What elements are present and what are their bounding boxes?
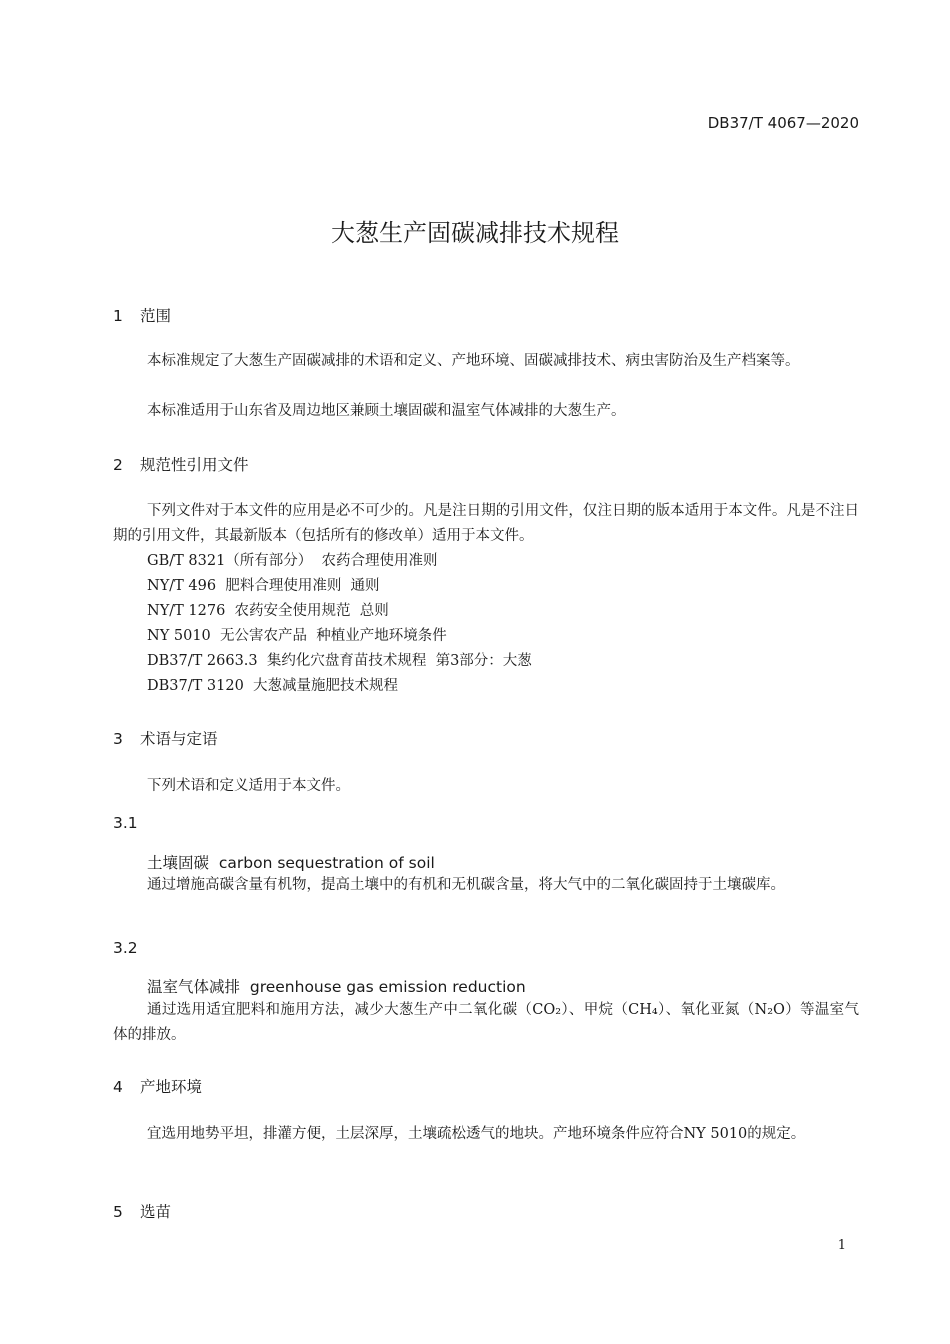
section-2-heading (113, 453, 249, 475)
term-title: 土壤固碳 carbon sequestration of soil (147, 854, 435, 872)
term-number: 3.1 (113, 814, 138, 832)
page-number: 1 (837, 1238, 846, 1253)
reference-item: DB37/T 2663.3 集约化穴盘育苗技术规程 第3部分：大葱 (147, 653, 532, 669)
reference-item: GB/T 8321（所有部分） 农药合理使用准则 (147, 553, 438, 569)
section-number: 1 (113, 307, 123, 325)
term-definition: 通过增施高碳含量有机物，提高土壤中的有机和无机碳含量，将大气中的二氧化碳固持于土壤碳库。 (147, 877, 785, 893)
section-4-paragraph: 宜选用地势平坦，排灌方便，土层深厚，土壤疏松透气的地块。产地环境条件应符合NY 5010的规定。 (147, 1126, 806, 1142)
section-title: 规范性引用文件 (140, 456, 249, 474)
section-3-heading (113, 727, 218, 749)
reference-item: NY/T 1276 农药安全使用规范 总则 (147, 603, 389, 619)
section-number: 2 (113, 456, 123, 474)
section-4-heading (113, 1075, 202, 1097)
section-title: 产地环境 (140, 1078, 203, 1096)
term-definition: 通过选用适宜肥料和施用方法，减少大葱生产中二氧化碳（CO₂）、甲烷（CH₄）、氧化亚氮（N₂O）等温室气体的排放。 (113, 1002, 859, 1043)
section-number: 5 (113, 1203, 123, 1221)
term-title: 温室气体减排 greenhouse gas emission reduction (147, 978, 526, 996)
reference-item: NY 5010 无公害农产品 种植业产地环境条件 (147, 628, 447, 644)
reference-item: NY/T 496 肥料合理使用准则 通则 (147, 578, 380, 594)
section-1-heading (113, 304, 171, 326)
section-number: 4 (113, 1078, 123, 1096)
section-3-intro: 下列术语和定义适用于本文件。 (147, 778, 350, 794)
term-number: 3.2 (113, 939, 138, 957)
reference-item: DB37/T 3120 大葱减量施肥技术规程 (147, 678, 399, 694)
section-number: 3 (113, 730, 123, 748)
section-2-intro: 下列文件对于本文件的应用是必不可少的。凡是注日期的引用文件，仅注日期的版本适用于本文件。凡是不注日期的引用文件，其最新版本（包括所有的修改单）适用于本文件。 (113, 503, 859, 544)
standard-code: DB37/T 4067—2020 (707, 114, 859, 132)
section-1-paragraph-1: 本标准规定了大葱生产固碳减排的术语和定义、产地环境、固碳减排技术、病虫害防治及生产档案等。 (147, 353, 800, 369)
section-title: 术语与定语 (140, 730, 218, 748)
section-1-paragraph-2: 本标准适用于山东省及周边地区兼顾土壤固碳和温室气体减排的大葱生产。 (147, 403, 626, 419)
section-5-heading (113, 1200, 171, 1222)
section-title: 选苗 (140, 1203, 172, 1221)
section-title: 范围 (140, 307, 172, 325)
document-title: 大葱生产固碳减排技术规程 (331, 219, 619, 247)
